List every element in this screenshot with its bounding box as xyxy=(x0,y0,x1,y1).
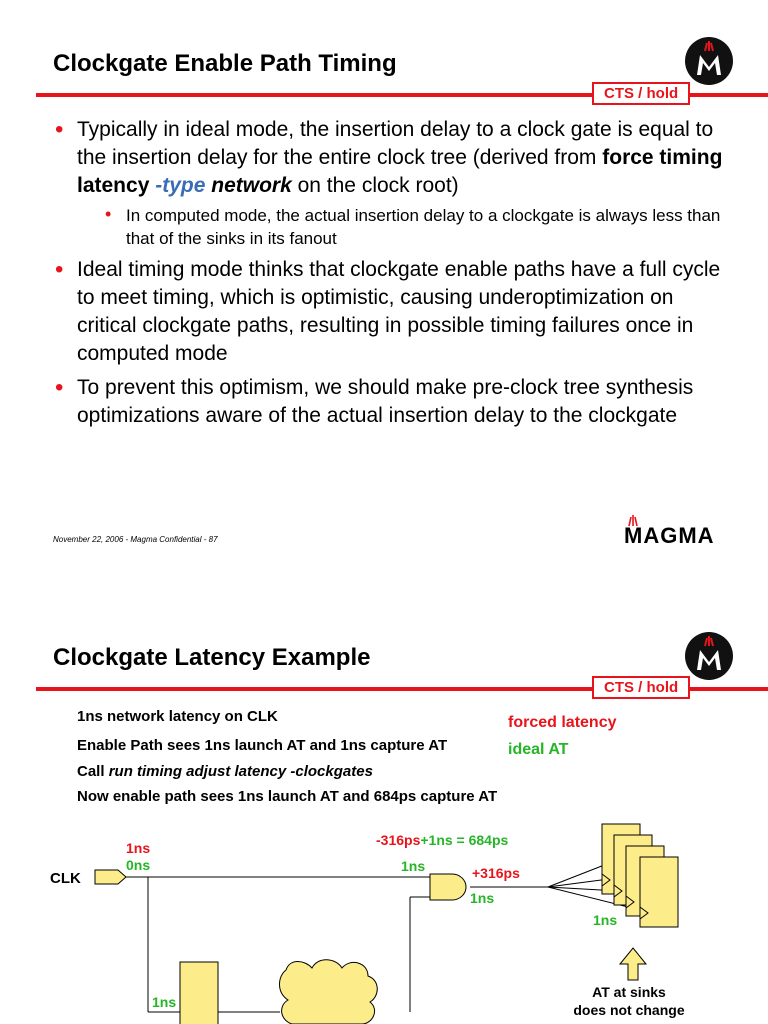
up-arrow-icon xyxy=(620,948,646,980)
legend-forced-latency: forced latency xyxy=(508,714,617,731)
gate-input-at-label: 1ns xyxy=(401,858,426,874)
command-option: -type xyxy=(155,174,206,197)
legend-ideal-at: ideal AT xyxy=(508,741,569,758)
equation-green: +1ns = 684ps xyxy=(420,832,509,848)
gate-adjust-label: +316ps xyxy=(472,865,520,881)
sink-at-label: 1ns xyxy=(593,912,618,928)
example-line-1: 1ns network latency on CLK xyxy=(77,708,278,725)
bullet-item: • Ideal timing mode thinks that clockgate enable paths have a full cycle to meet timing, which is optimistic, causing underoptimization on critical clockgate paths, resulting in possible timing failures once in computed mode xyxy=(55,256,735,368)
section-tag: CTS / hold xyxy=(592,82,690,105)
sub-bullet-item: • In computed mode, the actual insertion delay to a clockgate is always less than that of the sinks in its fanout xyxy=(99,204,735,250)
clockgate-diagram xyxy=(0,592,768,1024)
sink-note-line-2: does not change xyxy=(573,1002,685,1018)
equation-red: -316ps xyxy=(376,832,421,848)
bullet-item: • To prevent this optimism, we should make pre-clock tree synthesis optimizations aware of the actual insertion delay to the clockgate xyxy=(55,374,735,430)
option-value: network xyxy=(211,174,292,197)
line-prefix: Call xyxy=(77,763,109,780)
section-tag: CTS / hold xyxy=(592,676,690,699)
clk-latency-label: 1ns xyxy=(126,840,151,856)
slide-2-title: Clockgate Latency Example xyxy=(53,644,371,671)
logic-cloud-icon xyxy=(280,960,378,1024)
example-line-2: Enable Path sees 1ns launch AT and 1ns capture AT xyxy=(77,737,448,754)
command-name: force timing latency xyxy=(77,146,723,197)
branch-at-label: 1ns xyxy=(152,994,177,1010)
launch-flop-icon xyxy=(180,962,218,1024)
slide-1-title: Clockgate Enable Path Timing xyxy=(53,50,397,77)
gate-output-at-label: 1ns xyxy=(470,890,495,906)
slide-footer: November 22, 2006 - Magma Confidential - 87 xyxy=(53,535,218,544)
bullet-text: Typically in ideal mode, the insertion delay to a clock gate is equal to the insertion delay for the entire clock tree (derived from xyxy=(77,118,714,169)
clk-label: CLK xyxy=(50,870,81,887)
capture-equation xyxy=(376,832,508,848)
clk-at-label: 0ns xyxy=(126,857,151,873)
magma-m-logo-icon xyxy=(685,37,733,85)
and-gate-icon xyxy=(430,874,466,900)
slide-2 xyxy=(0,592,768,1024)
sink-note-line-1: AT at sinks xyxy=(592,984,666,1000)
example-line-4: Now enable path sees 1ns launch AT and 684ps capture AT xyxy=(77,788,498,805)
bullet-item xyxy=(55,116,735,250)
bullet-text: on the clock root) xyxy=(291,174,459,197)
bullet-list xyxy=(55,116,735,436)
command-name: run timing adjust latency -clockgates xyxy=(108,763,373,780)
slide-separator xyxy=(0,560,768,592)
clk-port-icon xyxy=(95,870,126,884)
magma-wordmark: MAGMA xyxy=(624,523,715,548)
